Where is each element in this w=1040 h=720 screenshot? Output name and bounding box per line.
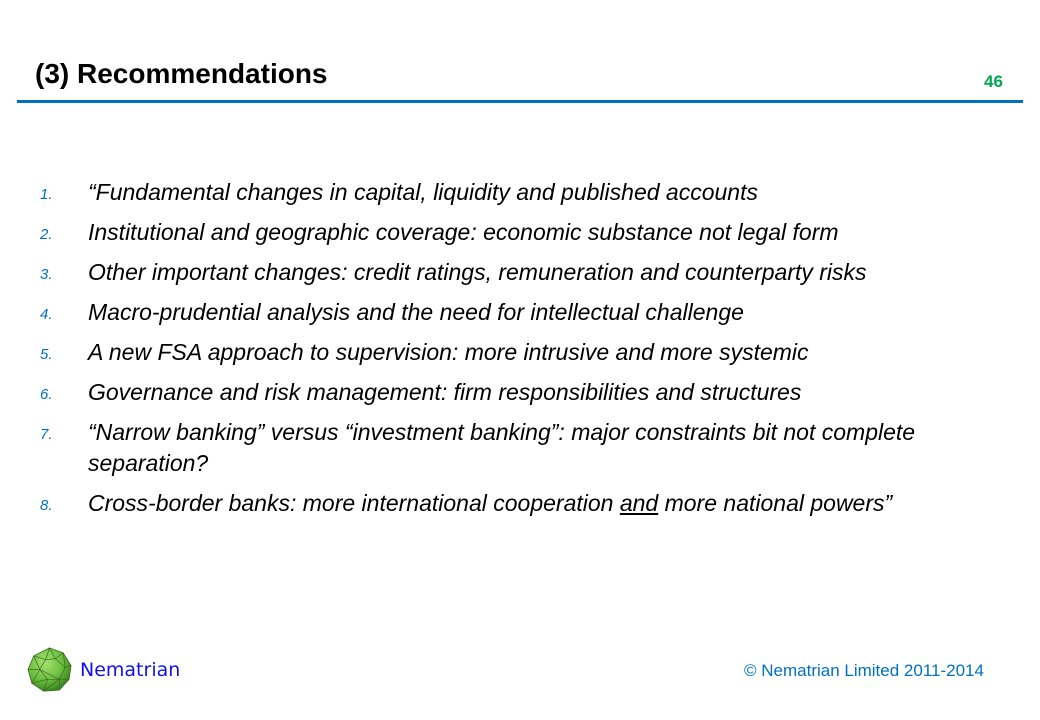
brand-name: Nematrian bbox=[80, 659, 181, 681]
list-item bbox=[40, 377, 980, 408]
list-item bbox=[40, 417, 980, 479]
item-number: 4. bbox=[40, 306, 53, 323]
item-text: “Fundamental changes in capital, liquidity and published accounts bbox=[88, 179, 758, 205]
list-item bbox=[40, 257, 980, 288]
list-item bbox=[40, 217, 980, 248]
item-text-underlined: and bbox=[619, 490, 659, 516]
item-text: Macro-prudential analysis and the need for intellectual challenge bbox=[88, 299, 744, 325]
item-number: 7. bbox=[40, 426, 53, 443]
list-item bbox=[40, 177, 980, 208]
recommendations-list bbox=[40, 177, 980, 528]
list-item bbox=[40, 297, 980, 328]
item-text: Institutional and geographic coverage: economic substance not legal form bbox=[88, 219, 839, 245]
title-divider bbox=[17, 100, 1023, 103]
item-text-after: more national powers” bbox=[658, 490, 893, 516]
item-text: A new FSA approach to supervision: more intrusive and more systemic bbox=[88, 339, 809, 365]
item-text: “Narrow banking” versus “investment banking”: major constraints bit not complete separation? bbox=[88, 419, 916, 476]
item-number: 2. bbox=[40, 226, 53, 243]
item-text-before: Cross-border banks: more international cooperation bbox=[88, 490, 620, 516]
list-item bbox=[40, 337, 980, 368]
list-item bbox=[40, 488, 980, 519]
item-number: 1. bbox=[40, 186, 53, 203]
item-number: 8. bbox=[40, 497, 53, 514]
item-number: 3. bbox=[40, 266, 53, 283]
slide-title: (3) Recommendations bbox=[35, 58, 328, 89]
item-text: Governance and risk management: firm responsibilities and structures bbox=[88, 379, 802, 405]
page-number: 46 bbox=[984, 72, 1003, 91]
item-text: Other important changes: credit ratings, remuneration and counterparty risks bbox=[88, 259, 867, 285]
copyright: © Nematrian Limited 2011-2014 bbox=[744, 661, 984, 680]
item-number: 6. bbox=[40, 386, 53, 403]
green-polyhedron-icon bbox=[26, 646, 73, 693]
item-number: 5. bbox=[40, 346, 53, 363]
